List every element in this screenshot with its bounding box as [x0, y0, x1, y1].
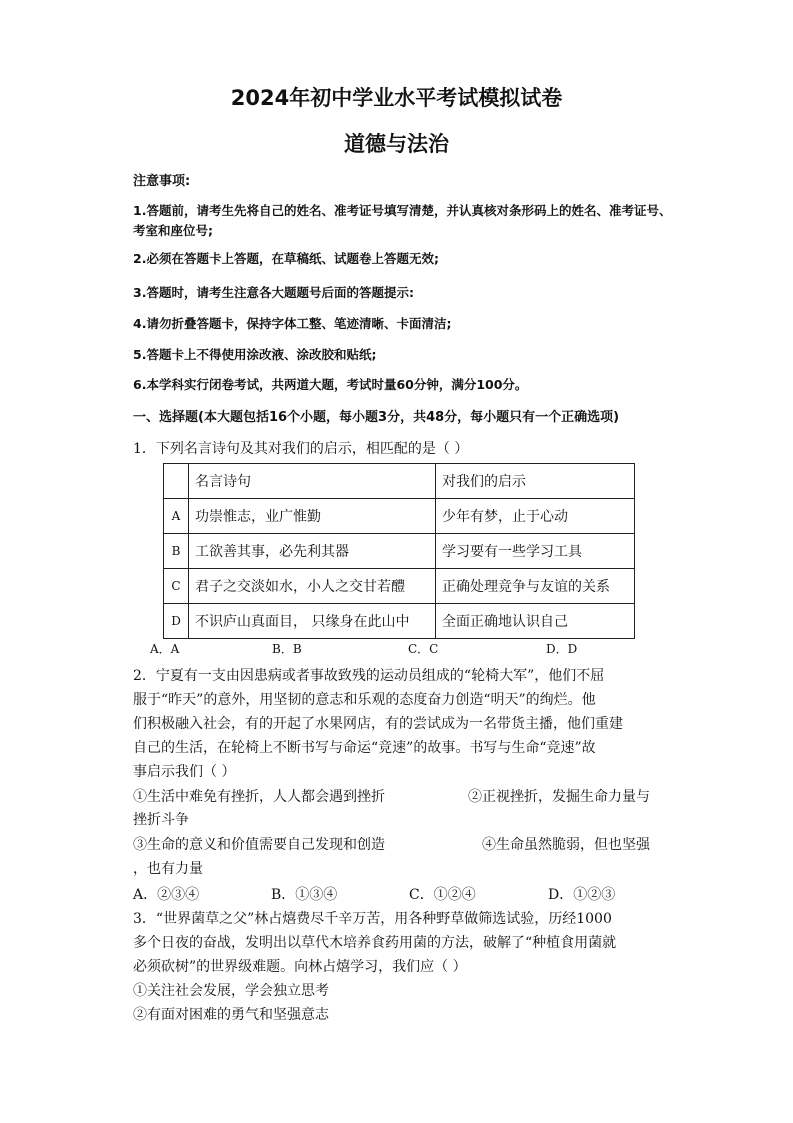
notice-item-4: 4.请勿折叠答题卡，保持字体工整、笔迹清晰、卡面清洁; — [133, 316, 452, 331]
q1-choice-c: C．C — [408, 642, 439, 656]
q2-line-2: 服于“昨天”的意外，用坚韧的意志和乐观的态度奋力创造“明天”的绚烂。他 — [133, 692, 596, 708]
row-key: D — [164, 604, 189, 639]
table-header-quote: 名言诗句 — [189, 464, 436, 499]
q2-option-1: ①生活中难免有挫折，人人都会遇到挫折 — [133, 789, 385, 805]
q2-option-4: ④生命虽然脆弱，但也坚强 — [482, 837, 650, 853]
q3-line-3: 必须砍树”的世界级难题。向林占熺学习，我们应（ ） — [133, 959, 467, 975]
row-quote: 工欲善其事，必先利其器 — [189, 534, 436, 569]
q2-option-4-cont: ，也有力量 — [133, 861, 203, 877]
row-lesson: 少年有梦，止于心动 — [436, 499, 635, 534]
table-row — [164, 569, 635, 604]
row-key: C — [164, 569, 189, 604]
q2-line-4: 自己的生活，在轮椅上不断书写与命运“竞速”的故事。书写与生命“竞速”故 — [133, 740, 596, 756]
q2-choice-d: D．①②③ — [548, 887, 616, 903]
row-lesson: 全面正确地认识自己 — [436, 604, 635, 639]
q2-option-3: ③生命的意义和价值需要自己发现和创造 — [133, 837, 385, 853]
q3-line-1: 3．“世界菌草之父”林占熺费尽千辛万苦，用各种野草做筛选试验，历经1000 — [133, 911, 612, 927]
row-quote: 不识庐山真面目， 只缘身在此山中 — [189, 604, 436, 639]
table-row — [164, 499, 635, 534]
q2-choice-a: A．②③④ — [133, 887, 200, 903]
q3-line-2: 多个日夜的奋战，发明出以草代木培养食药用菌的方法，破解了“种植食用菌就 — [133, 935, 617, 951]
table-header-row — [164, 464, 635, 499]
q2-line-3: 们积极融入社会，有的开起了水果网店，有的尝试成为一名带货主播，他们重建 — [133, 716, 623, 732]
section-heading: 一、选择题(本大题包括16个小题，每小题3分，共48分，每小题只有一个正确选项) — [133, 410, 620, 425]
exam-title: 2024年初中学业水平考试模拟试卷 — [230, 86, 563, 110]
notice-heading: 注意事项: — [133, 174, 191, 189]
notice-item-2: 2.必须在答题卡上答题，在草稿纸、试题卷上答题无效; — [133, 251, 439, 266]
table-row — [164, 604, 635, 639]
table-row — [164, 534, 635, 569]
q2-line-5: 事启示我们（ ） — [133, 764, 236, 780]
q3-option-1: ①关注社会发展，学会独立思考 — [133, 983, 329, 999]
row-lesson: 学习要有一些学习工具 — [436, 534, 635, 569]
row-lesson: 正确处理竞争与友谊的关系 — [436, 569, 635, 604]
q2-option-2: ②正视挫折，发掘生命力量与 — [468, 789, 650, 805]
q2-line-1: 2．宁夏有一支由因患病或者事故致残的运动员组成的“轮椅大军”，他们不屈 — [133, 668, 605, 684]
question-1-table — [163, 463, 635, 639]
notice-item-5: 5.答题卡上不得使用涂改液、涂改胶和贴纸; — [133, 347, 377, 362]
subject-title: 道德与法治 — [344, 132, 449, 156]
notice-item-1: 1.答题前，请考生先将自己的姓名、准考证号填写清楚，并认真核对条形码上的姓名、准考证号、考室和座位号; — [133, 203, 672, 238]
row-quote: 功崇惟志，业广惟勤 — [189, 499, 436, 534]
q3-option-2: ②有面对困难的勇气和坚强意志 — [133, 1007, 329, 1023]
table-header-lesson: 对我们的启示 — [436, 464, 635, 499]
notice-item-3: 3.答题时，请考生注意各大题题号后面的答题提示: — [133, 285, 414, 300]
notice-item-6: 6.本学科实行闭卷考试，共两道大题，考试时量60分钟，满分100分。 — [133, 377, 528, 392]
row-quote: 君子之交淡如水，小人之交甘若醴 — [189, 569, 436, 604]
question-1-stem: 1．下列名言诗句及其对我们的启示，相匹配的是（ ） — [133, 441, 469, 457]
row-key: B — [164, 534, 189, 569]
q2-choice-c: C．①②④ — [409, 887, 476, 903]
q1-choice-d: D．D — [546, 642, 578, 656]
q2-choice-b: B．①③④ — [271, 887, 338, 903]
row-key: A — [164, 499, 189, 534]
q1-choice-a: A．A — [150, 642, 180, 656]
q2-option-2-cont: 挫折斗争 — [133, 812, 189, 828]
q1-choice-b: B．B — [272, 642, 302, 656]
